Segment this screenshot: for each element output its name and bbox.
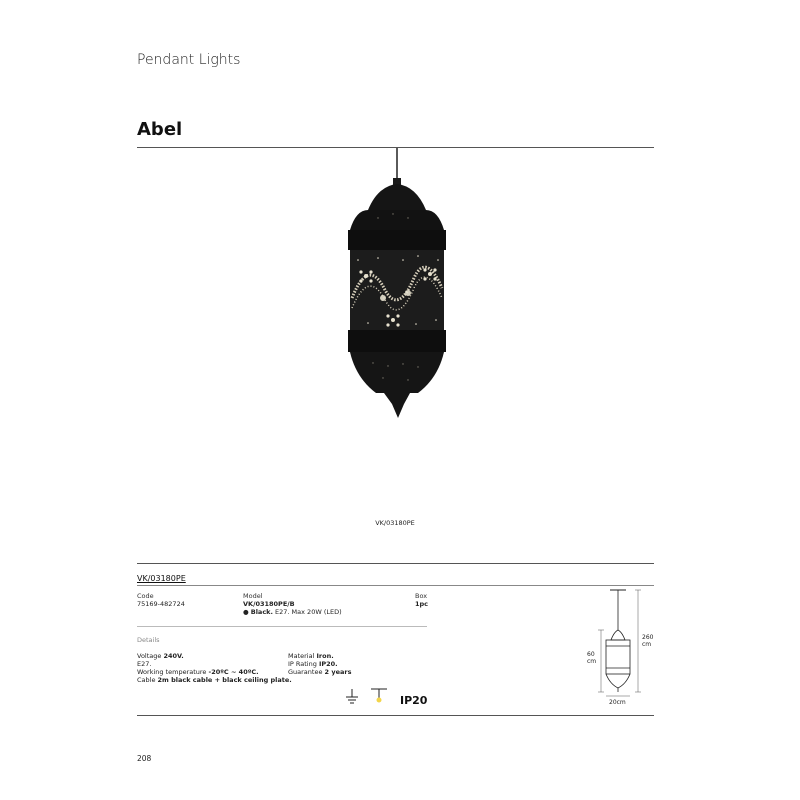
details-divider <box>137 626 427 627</box>
product-image <box>338 148 458 428</box>
ceiling-pendant-icon <box>370 688 388 704</box>
model-description <box>243 608 342 616</box>
socket-row: E27. <box>137 660 152 668</box>
code-block <box>137 592 185 608</box>
product-code-link[interactable]: VK/03180PE <box>137 574 186 583</box>
voltage-label: Voltage <box>137 652 162 660</box>
model-block <box>243 592 342 616</box>
cable-row <box>137 676 292 684</box>
product-title: Abel <box>137 119 183 140</box>
temp-value: -20ºC ~ 40ºC. <box>208 668 259 676</box>
ip-rating-row <box>288 660 351 668</box>
code-value: 75169-482724 <box>137 600 185 608</box>
box-value: 1pc <box>415 600 429 608</box>
spec-bottom-divider <box>137 715 654 716</box>
guarantee-label: Guarantee <box>288 668 323 676</box>
details-right <box>288 652 351 676</box>
category-heading: Pendant Lights <box>137 52 241 68</box>
voltage-row <box>137 652 292 660</box>
box-label: Box <box>415 592 428 600</box>
box-block <box>415 592 428 608</box>
details-left <box>137 652 292 684</box>
model-label: Model <box>243 592 263 600</box>
model-color: Black. <box>250 608 273 616</box>
details-heading: Details <box>137 636 160 644</box>
ip20-badge: IP20 <box>400 694 428 707</box>
total-height-value: 260 <box>642 634 654 641</box>
code-label: Code <box>137 592 154 600</box>
material-row <box>288 652 351 660</box>
voltage-value: 240V. <box>163 652 184 660</box>
temp-label: Working temperature <box>137 668 207 676</box>
ip-label: IP Rating <box>288 660 317 668</box>
spec-top-divider <box>137 563 654 564</box>
cable-label: Cable <box>137 676 156 684</box>
ground-class-icon <box>343 688 361 704</box>
model-desc-rest: E27. Max 20W (LED) <box>275 608 342 616</box>
material-value: Iron. <box>316 652 334 660</box>
image-caption: VK/03180PE <box>375 519 415 527</box>
model-value: VK/03180PE/B <box>243 600 295 608</box>
guarantee-value: 2 years <box>324 668 352 676</box>
temperature-row <box>137 668 292 676</box>
color-dot-icon: ● <box>243 608 249 616</box>
page-number: 208 <box>137 754 152 763</box>
body-height-label <box>587 651 596 665</box>
width-label: 20cm <box>609 699 626 706</box>
ip-value: IP20. <box>318 660 338 668</box>
material-label: Material <box>288 652 315 660</box>
spec-sub-divider <box>137 585 654 586</box>
body-height-unit: cm <box>587 658 597 665</box>
guarantee-row <box>288 668 351 676</box>
cable-value: 2m black cable + black ceiling plate. <box>157 676 292 684</box>
total-height-unit: cm <box>642 641 652 648</box>
total-height-label <box>642 634 653 648</box>
body-height-value: 60 <box>587 651 595 658</box>
